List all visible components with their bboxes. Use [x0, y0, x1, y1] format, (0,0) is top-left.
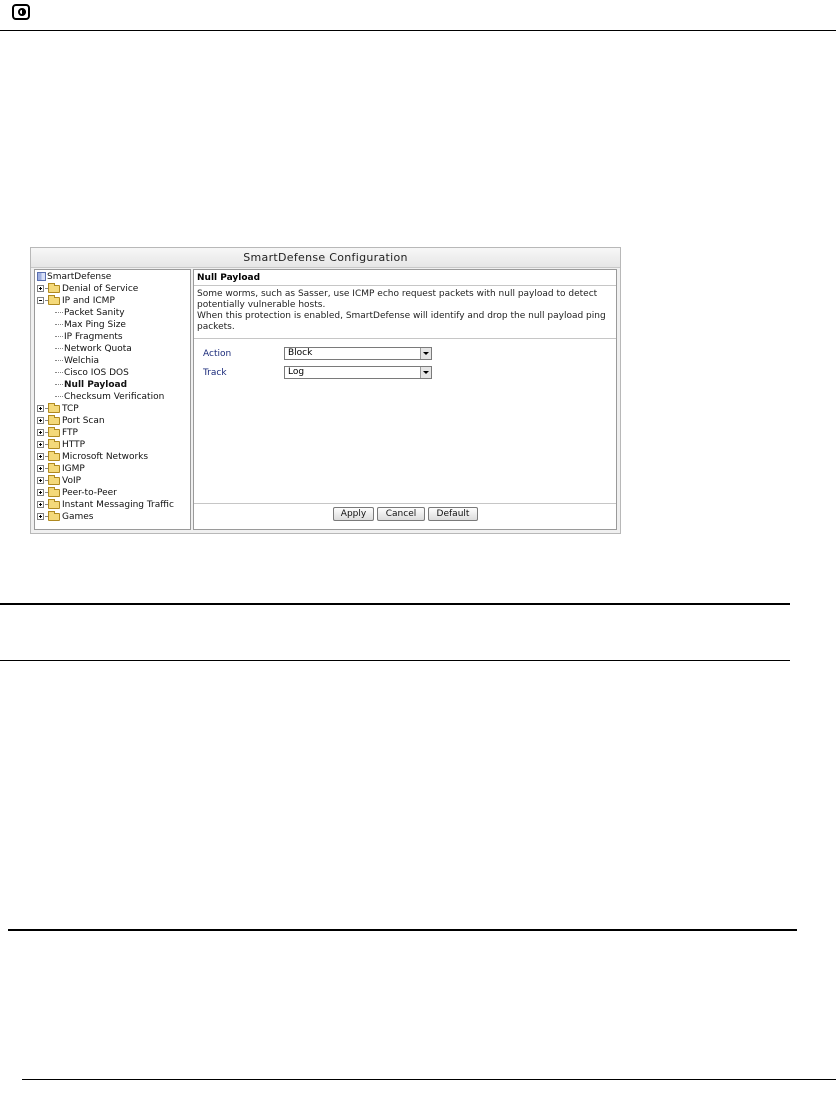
tree-item-label: IP Fragments: [64, 332, 123, 342]
protection-title: Null Payload: [194, 270, 616, 286]
tree-connector: [45, 288, 47, 289]
description-line: When this protection is enabled, SmartDefense will identify and drop the null payload ping: [197, 311, 606, 321]
tree-item[interactable]: [37, 403, 79, 415]
default-button[interactable]: Default: [428, 507, 478, 521]
tree-connector: [55, 336, 63, 337]
expand-icon[interactable]: [37, 285, 44, 292]
tree-item[interactable]: [37, 511, 93, 523]
expand-icon[interactable]: [37, 501, 44, 508]
protection-description: [197, 289, 609, 333]
tree-pane: [34, 269, 191, 530]
folder-icon: [48, 441, 60, 449]
action-value: Block: [288, 348, 313, 358]
tree-connector: [45, 504, 47, 505]
smartdefense-root-icon: [37, 272, 46, 281]
track-label: Track: [203, 368, 227, 378]
folder-icon: [48, 489, 60, 497]
tree-item[interactable]: [55, 307, 125, 319]
section-rule-lower: [8, 929, 797, 931]
tree-connector: [55, 384, 63, 385]
tree-connector: [55, 348, 63, 349]
window-title: SmartDefense Configuration: [31, 248, 620, 268]
smartdefense-window: [30, 247, 621, 534]
folder-icon: [48, 429, 60, 437]
tree-item[interactable]: [37, 451, 148, 463]
tree-root-label: SmartDefense: [47, 272, 112, 282]
tree-item[interactable]: [55, 343, 132, 355]
content-pane: [193, 269, 617, 530]
tree-item[interactable]: [37, 499, 174, 511]
tree-connector: [55, 396, 63, 397]
tree-item-label: Packet Sanity: [64, 308, 125, 318]
folder-icon: [48, 501, 60, 509]
footer-separator: [194, 503, 616, 504]
tree-item-label: Port Scan: [62, 416, 105, 426]
tree-connector: [45, 492, 47, 493]
tree-connector: [55, 372, 63, 373]
tree-item-label: Microsoft Networks: [62, 452, 149, 462]
description-separator: [194, 338, 616, 339]
tree-item[interactable]: [55, 331, 123, 343]
folder-icon: [48, 453, 60, 461]
tree-item-label: FTP: [62, 428, 78, 438]
tree-connector: [55, 312, 63, 313]
tree-connector: [45, 480, 47, 481]
tree-item-label: Cisco IOS DOS: [64, 368, 129, 378]
tree-item-label: IGMP: [62, 464, 85, 474]
folder-icon: [48, 297, 60, 305]
folder-icon: [48, 405, 60, 413]
tree-item-label: Null Payload: [64, 380, 128, 390]
expand-icon[interactable]: [37, 477, 44, 484]
tree-item[interactable]: [55, 319, 126, 331]
expand-icon[interactable]: [37, 441, 44, 448]
tree-connector: [45, 444, 47, 445]
tree-item[interactable]: [55, 379, 127, 391]
section-rule-bottom: [0, 660, 790, 661]
tree-item-label: HTTP: [62, 440, 86, 450]
tree-item-label: TCP: [62, 404, 79, 414]
tree-item[interactable]: [37, 427, 78, 439]
tree-item[interactable]: [37, 475, 81, 487]
tree-item[interactable]: [37, 487, 117, 499]
expand-icon[interactable]: [37, 417, 44, 424]
expand-icon[interactable]: [37, 453, 44, 460]
description-line: potentially vulnerable hosts.: [197, 300, 326, 310]
tree-item-label: Welchia: [64, 356, 100, 366]
tree-item[interactable]: [37, 283, 138, 295]
tree-item-label: Instant Messaging Traffic: [62, 500, 174, 510]
tree-item[interactable]: [55, 355, 99, 367]
tree-connector: [45, 456, 47, 457]
tree-item[interactable]: [37, 295, 115, 307]
tree-connector: [45, 468, 47, 469]
tree-connector: [45, 432, 47, 433]
tree-connector: [45, 420, 47, 421]
expand-icon[interactable]: [37, 405, 44, 412]
expand-icon[interactable]: [37, 465, 44, 472]
track-select[interactable]: [284, 366, 432, 379]
tree-connector: [55, 324, 63, 325]
action-select[interactable]: [284, 347, 432, 360]
description-line: Some worms, such as Sasser, use ICMP echo request packets with null payload to detect: [197, 289, 598, 299]
cancel-button[interactable]: Cancel: [377, 507, 425, 521]
tree-item-label: Games: [62, 512, 94, 522]
tree-connector: [45, 300, 47, 301]
expand-icon[interactable]: [37, 513, 44, 520]
folder-icon: [48, 465, 60, 473]
folder-icon: [48, 477, 60, 485]
tree-item-label: Max Ping Size: [64, 320, 126, 330]
document-logo-icon: [12, 4, 30, 20]
tree-item[interactable]: [37, 439, 85, 451]
tree-connector: [45, 408, 47, 409]
dropdown-arrow-icon[interactable]: [420, 348, 431, 359]
tree-item-label: Peer-to-Peer: [62, 488, 117, 498]
tree-item[interactable]: [55, 391, 164, 403]
folder-icon: [48, 285, 60, 293]
section-rule-top: [0, 603, 790, 605]
tree-item-label: Denial of Service: [62, 284, 139, 294]
description-line: packets.: [197, 322, 235, 332]
tree-item-label: Network Quota: [64, 344, 132, 354]
tree-connector: [45, 516, 47, 517]
tree-connector: [55, 360, 63, 361]
action-label: Action: [203, 349, 232, 359]
tree-item[interactable]: [55, 367, 129, 379]
folder-icon: [48, 417, 60, 425]
collapse-icon[interactable]: [37, 297, 44, 304]
tree-item[interactable]: [37, 415, 105, 427]
header-rule: [0, 30, 836, 31]
folder-icon: [48, 513, 60, 521]
tree-item-label: IP and ICMP: [62, 296, 115, 306]
track-value: Log: [288, 367, 305, 377]
expand-icon[interactable]: [37, 429, 44, 436]
tree-item-label: Checksum Verification: [64, 392, 165, 402]
footer-rule: [22, 1079, 836, 1080]
dropdown-arrow-icon[interactable]: [420, 367, 431, 378]
tree-item[interactable]: [37, 463, 85, 475]
tree-item-label: VoIP: [62, 476, 82, 486]
expand-icon[interactable]: [37, 489, 44, 496]
tree-root[interactable]: [37, 271, 111, 283]
apply-button[interactable]: Apply: [333, 507, 374, 521]
